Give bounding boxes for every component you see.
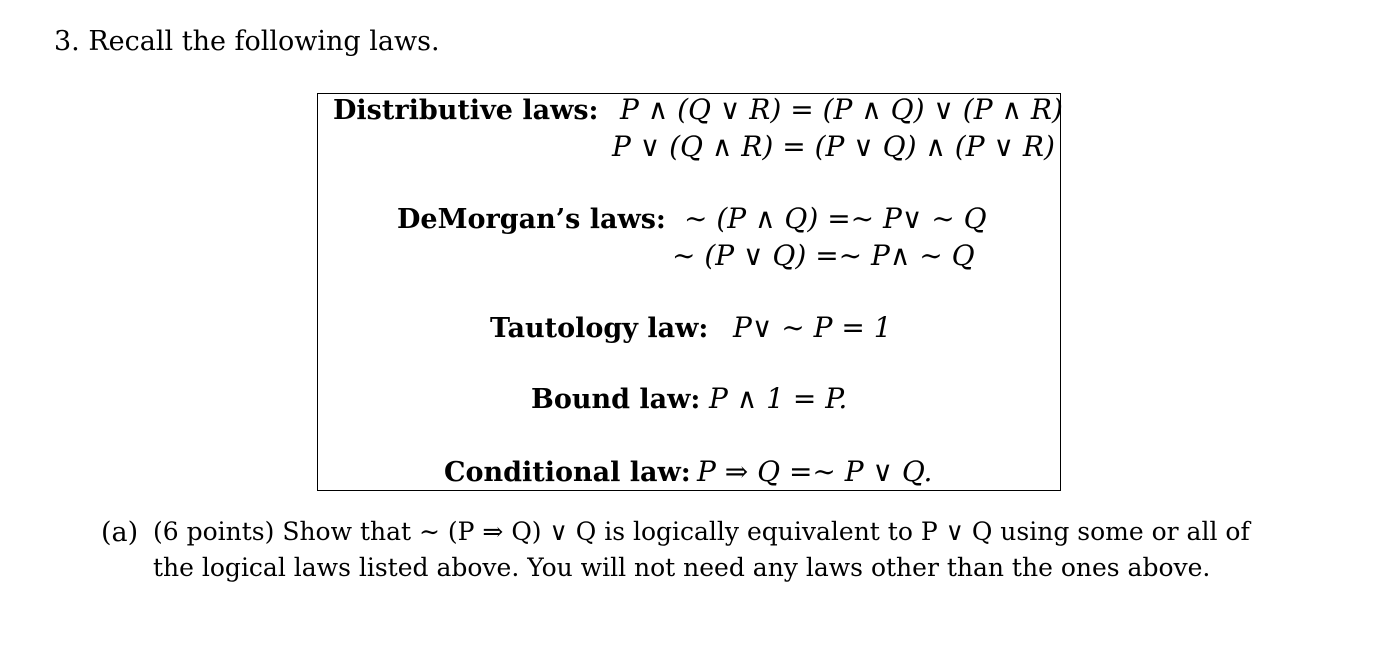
demorgan-formula-1: ∼ (P ∧ Q) =∼ P∨ ∼ Q: [684, 202, 987, 235]
part-a-label: (a): [101, 517, 139, 548]
part-a-text-line-2: the logical laws listed above. You will not need any laws other than the ones above.: [153, 553, 1211, 582]
distributive-laws-name: Distributive laws:: [333, 95, 599, 126]
tautology-formula: P∨ ∼ P = 1: [733, 311, 892, 344]
tautology-law-name: Tautology law:: [490, 313, 709, 344]
bound-law-name: Bound law:: [531, 384, 701, 415]
conditional-formula: P ⇒ Q =∼ P ∨ Q.: [697, 455, 933, 488]
distributive-formula-1: P ∧ (Q ∨ R) = (P ∧ Q) ∨ (P ∧ R): [620, 93, 1063, 126]
conditional-law-name: Conditional law:: [444, 457, 691, 488]
demorgan-laws-name: DeMorgan’s laws:: [397, 204, 666, 235]
part-a-text-line-1: (6 points) Show that ∼ (P ⇒ Q) ∨ Q is logically equivalent to P ∨ Q using some or all of: [153, 517, 1250, 546]
problem-heading: 3. Recall the following laws.: [54, 26, 440, 57]
distributive-formula-2: P ∨ (Q ∧ R) = (P ∨ Q) ∧ (P ∨ R): [612, 130, 1055, 163]
bound-formula: P ∧ 1 = P.: [709, 382, 848, 415]
demorgan-formula-2: ∼ (P ∨ Q) =∼ P∧ ∼ Q: [672, 239, 975, 272]
